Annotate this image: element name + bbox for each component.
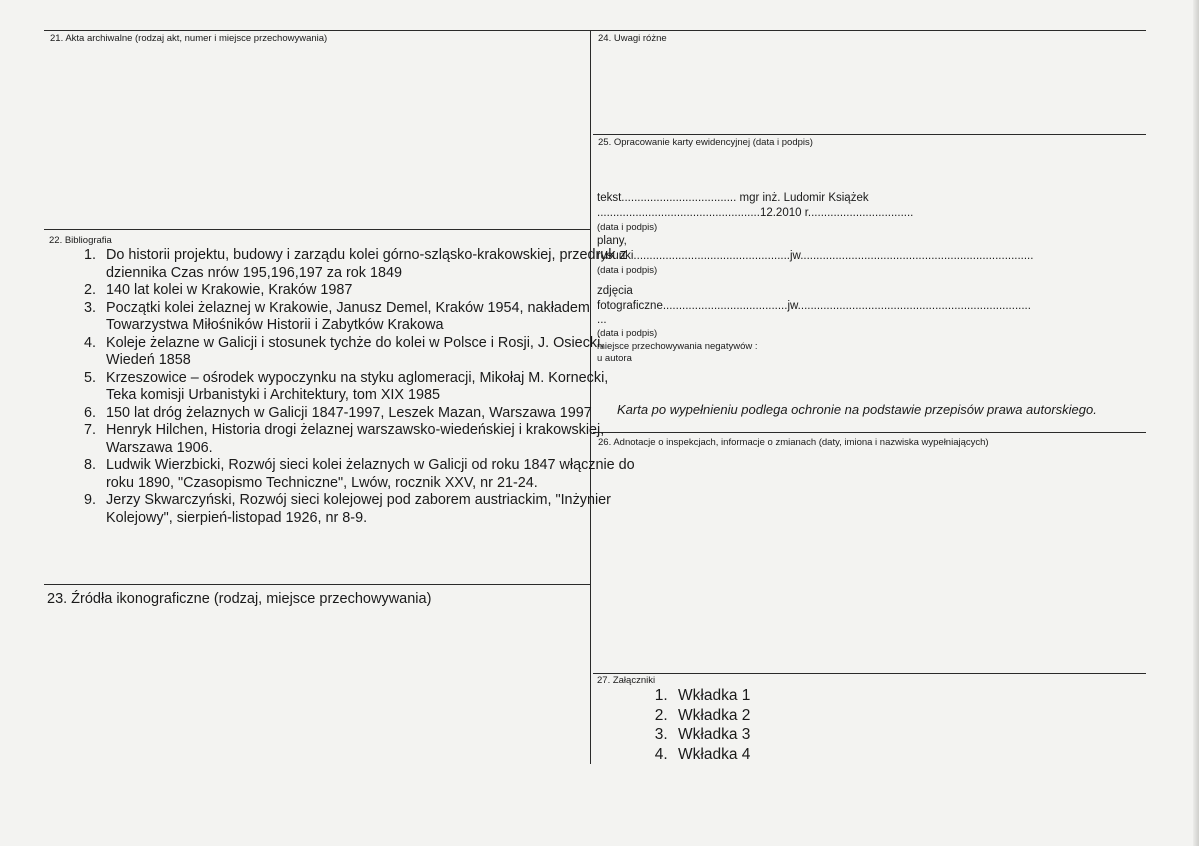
bibliography-item: 2. 140 lat kolei w Krakowie, Kraków 1987 xyxy=(100,282,640,300)
rule-22 xyxy=(44,229,590,230)
data-podpis-label: (data i podpis) xyxy=(597,265,658,276)
tekst-line: tekst.................................... mgr inż. Ludomir Książek xyxy=(597,192,869,204)
data-podpis-label: (data i podpis) xyxy=(597,222,658,233)
bibliography-item: 5. Krzeszowice – ośrodek wypoczynku na styku aglomeracji, Mikołaj M. Kornecki, Teka komisji Urbanistyki i Architektury, tom XIX 1985 xyxy=(100,370,640,405)
section-22-label: 22. Bibliografia xyxy=(49,235,112,246)
bibliography-item: 7. Henryk Hilchen, Historia drogi żelaznej warszawsko-wiedeńskiej i krakowskiej, Warszawa 1906. xyxy=(100,422,640,457)
bibliography-item: 6. 150 lat dróg żelaznych w Galicji 1847-1997, Leszek Mazan, Warszawa 1997 xyxy=(100,405,640,423)
bibliography-item: 3. Początki kolei żelaznej w Krakowie, Janusz Demel, Kraków 1954, nakładem Towarzystwa Miłośników Historii i Zabytków Krakowa xyxy=(100,300,640,335)
top-rule-right xyxy=(590,30,1146,31)
section-23-label: 23. Źródła ikonograficzne (rodzaj, miejsce przechowywania) xyxy=(47,591,432,607)
section-21-label: 21. Akta archiwalne (rodzaj akt, numer i miejsce przechowywania) xyxy=(50,33,328,44)
bibliography-item: 8. Ludwik Wierzbicki, Rozwój sieci kolei żelaznych w Galicji od roku 1847 włącznie do roku 1890, "Czasopismo Techniczne", Lwów, rocznik XXV, nr 21-24. xyxy=(100,457,640,492)
dots-line: ... xyxy=(597,314,607,326)
rule-27 xyxy=(593,673,1146,674)
fotograficzne-line: fotograficzne.......................................jw......................................................................... xyxy=(597,300,1031,312)
bibliography-item: 1. Do historii projektu, budowy i zarządu kolei górno-szląsko-krakowskiej, przedruk z dziennika Czas nrów 195,196,197 za rok 1849 xyxy=(100,247,640,282)
top-rule-left xyxy=(44,30,590,31)
attachment-item: 1. Wkładka 1 xyxy=(672,686,750,706)
rule-25 xyxy=(593,134,1146,135)
plany-label: plany, xyxy=(597,235,627,247)
data-podpis-label: (data i podpis) xyxy=(597,328,658,339)
section-25-label: 25. Opracowanie karty ewidencyjnej (data i podpis) xyxy=(598,137,813,148)
attachment-item: 4. Wkładka 4 xyxy=(672,745,750,765)
rule-26 xyxy=(593,432,1146,433)
attachment-item: 3. Wkładka 3 xyxy=(672,725,750,745)
scan-edge xyxy=(1193,0,1199,846)
section-27-label: 27. Załączniki xyxy=(597,675,656,686)
bibliography-item: 4. Koleje żelazne w Galicji i stosunek tychże do kolei w Polsce i Rosji, J. Osiecki, Wiedeń 1858 xyxy=(100,335,640,370)
rule-23 xyxy=(44,584,590,585)
section-26-label: 26. Adnotacje o inspekcjach, informacje o zmianach (daty, imiona i nazwiska wypełniających) xyxy=(598,437,989,448)
copyright-note: Karta po wypełnieniu podlega ochronie na podstawie przepisów prawa autorskiego. xyxy=(617,402,1097,417)
negatives-value: u autora xyxy=(597,353,632,364)
section-24-label: 24. Uwagi różne xyxy=(598,33,667,44)
date-line: ...................................................12.2010 r................................. xyxy=(597,207,914,219)
zdjecia-label: zdjęcia xyxy=(597,285,633,297)
bibliography-item: 9. Jerzy Skwarczyński, Rozwój sieci kolejowej pod zaborem austriackim, "Inżynier Kolejowy", sierpień-listopad 1926, nr 8-9. xyxy=(100,492,640,527)
attachments-list xyxy=(594,686,750,765)
negatives-label: miejsce przechowywania negatywów : xyxy=(597,341,758,352)
attachment-item: 2. Wkładka 2 xyxy=(672,706,750,726)
bibliography-list xyxy=(46,247,640,527)
rysunki-line: rysunki.................................................jw......................................................................... xyxy=(597,250,1034,262)
